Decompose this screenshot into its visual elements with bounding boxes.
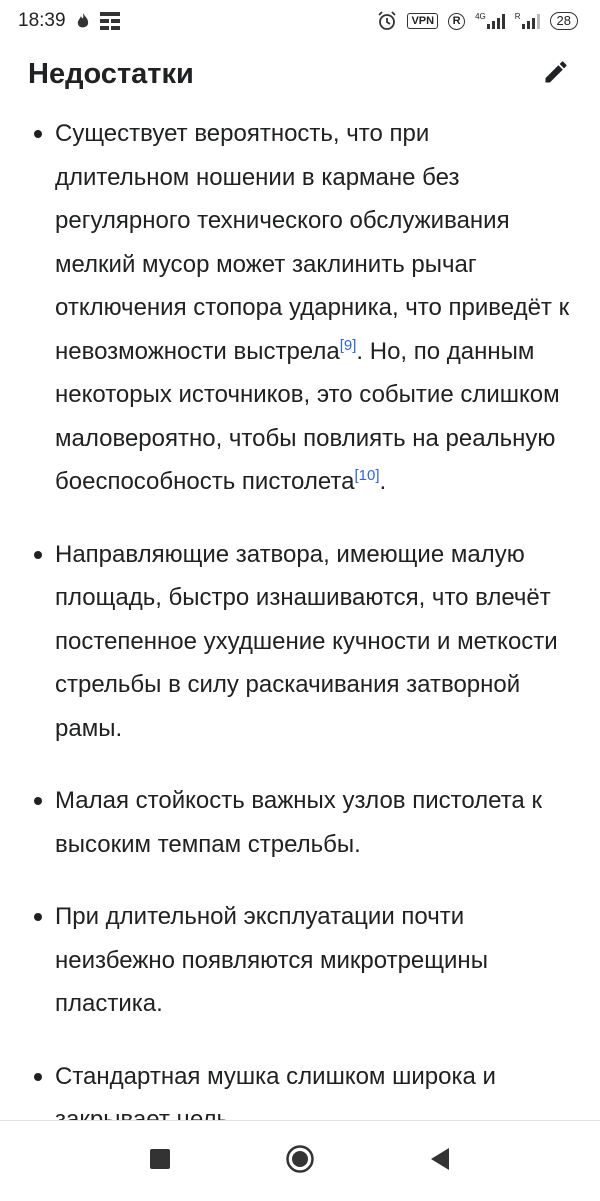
list-item-text: Стандартная мушка слишком широка и [55,1062,496,1090]
grid-icon [100,12,120,30]
list-item-text: Существует вероятность, что при длительном ношении в кармане без регулярного технического обслуживания мелкий мусор может заклинить рычаг отключения стопора ударника, что приведёт к невозможности выстрела [55,120,570,365]
status-bar [0,0,600,42]
edit-section-button[interactable] [536,54,576,94]
battery-indicator: 28 [550,12,578,30]
network-type-label: 4G [475,12,486,21]
signal-roaming-icon [515,13,540,29]
list-item-text: Малая стойкость важных узлов пистолета к высоким темпам стрельбы. [55,787,542,858]
alarm-icon [377,11,397,31]
square-icon [149,1148,171,1175]
recent-apps-button[interactable] [138,1139,182,1183]
pencil-icon [542,58,570,91]
list-item-text: При длительной эксплуатации почти неизбежно появляются микротрещины пластика. [55,903,488,1017]
list-item [55,533,570,751]
roaming-label: R [514,12,521,21]
flame-icon [76,12,90,30]
triangle-back-icon [429,1147,451,1176]
registered-icon: R [448,13,465,30]
list-item [55,779,570,866]
reference-link[interactable]: [10] [354,467,380,484]
article-content [0,112,600,1171]
signal-4g-icon [475,13,505,29]
section-title: Недостатки [28,57,194,90]
section-header [28,52,576,96]
list-item [55,112,570,504]
status-bar-left [18,10,120,32]
list-item-text: . Но, по данным некоторых источников, это событие слишком маловероятно, чтобы повлиять на реальную боеспособность пистолета [55,337,560,495]
disadvantages-list [0,112,600,1142]
list-item-text: Направляющие затвора, имеющие малую площадь, быстро изнашиваются, что влечёт постепенное ухудшение кучности и меткости стрельбы в силу раскачивания затворной рамы. [55,540,558,742]
list-item-text: . [379,468,387,495]
clock: 18:39 [18,10,66,31]
back-button[interactable] [418,1139,462,1183]
circle-icon [285,1144,315,1179]
home-button[interactable] [278,1139,322,1183]
navigation-bar [0,1120,600,1201]
list-item [55,895,570,1026]
reference-link[interactable]: [9] [339,336,357,354]
vpn-badge: VPN [407,13,438,29]
status-bar-right [377,11,578,31]
